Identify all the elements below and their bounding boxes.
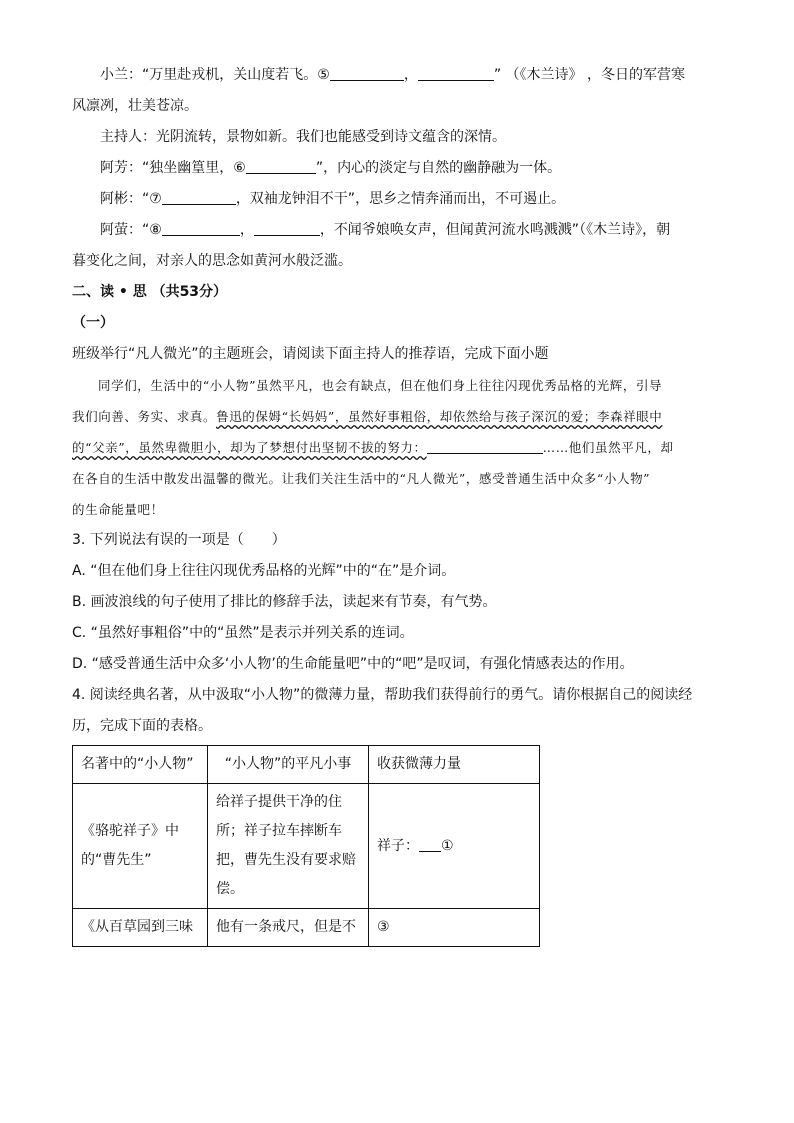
table-header-cell: “小人物”的平凡小事 (208, 746, 369, 784)
table-row (73, 909, 540, 947)
table-header-cell: 名著中的“小人物” (73, 746, 208, 784)
dialogue-aying: 阿萤：“⑧ ， ，不闻爷娘唤女声，但闻黄河流水鸣溅溅”（《木兰诗》，朝 (100, 222, 671, 238)
answer-blank-1[interactable] (419, 837, 441, 852)
q3-option-c[interactable]: C. “虽然好事粗俗”中的“虽然”是表示并列关系的连词。 (72, 625, 414, 641)
passage-line-1: 同学们，生活中的“小人物”虽然平凡，也会有缺点，但在他们身上往往闪现优秀品格的光辉，引导 (98, 378, 663, 393)
table-cell-gain[interactable]: ③ (369, 909, 540, 947)
exam-page (72, 60, 722, 947)
section-title: 二、读 • 思 （共53分） (72, 284, 228, 300)
part-label: （一） (72, 315, 114, 331)
q4-stem-line-2: 历，完成下面的表格。 (72, 718, 212, 734)
q3-option-b[interactable]: B. 画波浪线的句子使用了排比的修辞手法，读起来有节奏，有气势。 (72, 594, 497, 610)
table-cell-deed: 他有一条戒尺，但是不 (208, 909, 369, 947)
table-row (73, 784, 540, 909)
q4-stem-line-1: 4. 阅读经典名著，从中汲取“小人物”的微薄力量，帮助我们获得前行的勇气。请你根据自己的阅读经 (72, 687, 693, 703)
table-cell-work: 《从百草园到三味 (73, 909, 208, 947)
dialogue-host: 主持人：光阴流转，景物如新。我们也能感受到诗文蕴含的深情。 (100, 129, 506, 145)
section-intro: 班级举行“凡人微光”的主题班会，请阅读下面主持人的推荐语，完成下面小题 (72, 346, 549, 362)
answer-blank-5b[interactable] (418, 65, 494, 81)
answer-blank-5a[interactable] (330, 65, 404, 81)
q3-option-a[interactable]: A. “但在他们身上往往闪现优秀品格的光辉”中的“在”是介词。 (72, 563, 456, 579)
q3-stem: 3. 下列说法有误的一项是（ ） (72, 532, 286, 548)
table-cell-deed: 给祥子提供干净的住所；祥子拉车摔断车把，曹先生没有要求赔偿。 (208, 784, 369, 909)
passage-blank[interactable] (427, 438, 543, 454)
answer-blank-7[interactable] (162, 189, 236, 205)
table-cell-gain: 祥子： ① (369, 784, 540, 909)
passage-line-2: 我们向善、务实、求真。鲁迅的保姆“长妈妈”，虽然好事粗俗，却依然给与孩子深沉的爱；李森祥眼中 (72, 409, 663, 424)
wavy-sentence-part-2: 的“父亲”，虽然卑微胆小，却为了梦想付出坚韧不拔的努力： (72, 440, 427, 455)
table-cell-work: 《骆驼祥子》中的“曹先生” (73, 784, 208, 909)
passage-line-5: 的生命能量吧！ (72, 502, 164, 517)
table-header-row (73, 746, 540, 784)
answer-blank-6[interactable] (246, 158, 316, 174)
wavy-sentence-part-1: 鲁迅的保姆“长妈妈”，虽然好事粗俗，却依然给与孩子深沉的爱；李森祥眼中 (216, 409, 663, 424)
dialogue-xiaolan-cont: 风凛冽，壮美苍凉。 (72, 98, 198, 114)
dialogue-aying-cont: 暮变化之间，对亲人的思念如黄河水般泛滥。 (72, 253, 352, 269)
table-header-cell: 收获微薄力量 (369, 746, 540, 784)
passage-line-3: 的“父亲”，虽然卑微胆小，却为了梦想付出坚韧不拔的努力： ……他们虽然平凡，却 (72, 440, 674, 455)
q3-option-d[interactable]: D. “感受普通生活中众多‘小人物’的生命能量吧”中的“吧”是叹词，有强化情感表达的作用。 (72, 656, 634, 672)
answer-blank-8a[interactable] (162, 220, 240, 236)
dialogue-abin: 阿彬：“⑦ ，双袖龙钟泪不干”，思乡之情奔涌而出，不可遏止。 (100, 191, 566, 207)
answer-blank-8b[interactable] (254, 220, 320, 236)
dialogue-xiaolan: 小兰：“万里赴戎机，关山度若飞。⑤ ， ” （《木兰诗》 ，冬日的军营寒 (100, 67, 685, 83)
passage-line-4: 在各自的生活中散发出温馨的微光。让我们关注生活中的“凡人微光”，感受普通生活中众多“小人物” (72, 471, 651, 486)
reading-table (72, 745, 540, 947)
dialogue-afang: 阿芳：“独坐幽篁里，⑥ ”，内心的淡定与自然的幽静融为一体。 (100, 160, 562, 176)
